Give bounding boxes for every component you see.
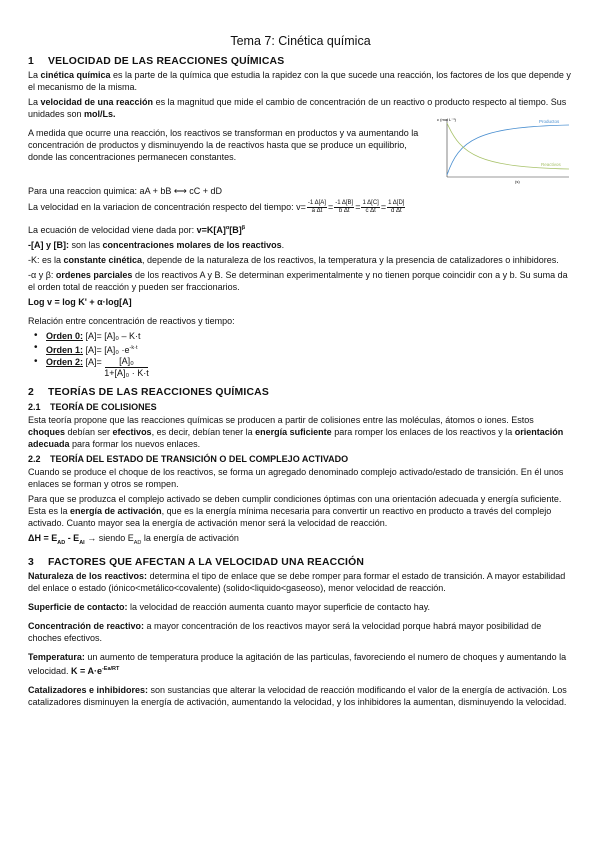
factor-temperatura: Temperatura: un aumento de temperatura produce la agitación de las particulas, favoreciendo el numero de choques y aumentando la velocidad. $K = A\cdot e^{-Ea/RT}$ — [28, 651, 567, 676]
order-1: • Orden 1: $[A]= [A]_0 \cdot e^{-k\cdot t}$ — [34, 342, 573, 356]
concentration-definition: -[A] y [B]: son las concentraciones molares de los reactivos. — [28, 240, 285, 250]
concentration-time-graph — [437, 115, 573, 185]
paragraph-cinetica: La cinética química es la parte de la química que estudia la rapidez con la que sucede una reacción, los factores de los que depende y el mecanismo de la misma. — [28, 70, 571, 92]
enthalpy-equation: $\Delta H = E_{AD} - E_{AI}$ → siendo $E_{AD}$ la energía de activación — [28, 533, 239, 546]
rate-fraction: $\frac{-1 \Delta[A]}{\text{a Δt}}$ — [307, 200, 326, 214]
reaction-equation: Para una reaccion quimica: aA + bB ⟷ cC + dD — [28, 186, 223, 196]
section-1-heading: 1 VELOCIDAD DE LAS REACCIONES QUÍMICAS — [28, 56, 285, 67]
orders-definition: -α y β: ordenes parciales de los reactivos A y B. Se determinan experimentalmente y no tienen porque coincidir con a y b. Su suma da el orden total de reacción y pueden ser fraccionarios. — [28, 270, 568, 292]
products-label: Productos — [539, 119, 560, 124]
rate-law: La ecuación de velocidad viene dada por: $v=K[A]^\alpha[B]^\beta$ — [28, 225, 246, 235]
paragraph-complejo: Cuando se produce el choque de los reactivos, se forma un agregado denominado complejo activado/estado de transición. En él unos enlaces se forman y otros se rompen. — [28, 467, 564, 489]
paragraph-colisiones: Esta teoría propone que las reacciones químicas se producen a partir de colisiones entre las moléculas, átomos o iones. Estos choques debían ser efectivos, es decir, debían tener la energía suficiente para romper los enlaces de los reactivos y la orientación adecuada para formar los nuevos enlaces. — [28, 415, 564, 449]
orders-list — [28, 330, 573, 379]
products-curve — [447, 125, 569, 175]
relation-heading: Relación entre concentración de reactivos y tiempo: — [28, 316, 235, 326]
order-2: • Orden 2: [A]= $\frac{\text{[A]₀}}{\text{1+[A]₀ · K·t}}$ — [34, 356, 573, 379]
order-0: • Orden 0: [A]= [A]₀ – K·t — [34, 330, 573, 342]
paragraph-activacion: Para que se produzca el complejo activado se deben cumplir condiciones óptimas con una orientación adecuada y energía suficiente. Esta es la energía de activación, que es la energía mínima necesaria para convertir un reactivo en producto a través del complejo activado. Cuanto mayor sea la energía de activación menor será la velocidad de reacción. — [28, 494, 562, 528]
factor-catalizadores: Catalizadores e inhibidores: son sustancias que alterar la velocidad de reacción modificando el valor de la energía de activación. Los catalizadores disminuyen la energía de activación, aumentando la velocidad, y los inhibidores la aumentan, disminuyendo la velocidad. — [28, 684, 567, 707]
log-equation: Log v = log K' + α·log[A] — [28, 297, 132, 307]
paragraph-velocidad: La velocidad de una reacción es la magnitud que mide el cambio de concentración de un reactivo o producto respecto al tiempo. Sus unidades son mol/Ls. — [28, 97, 567, 119]
rate-fraction: $\frac{-1 \Delta[B]}{\text{b Δt}}$ — [335, 200, 354, 214]
x-axis-label: (s) — [515, 179, 520, 184]
factor-concentracion: Concentración de reactivo: a mayor concentración de los reactivos mayor será la velocidad porque habrá mayor posibilidad de choches efectivos. — [28, 620, 542, 643]
constant-definition: -K: es la constante cinética, depende de la naturaleza de los reactivos, la temperatura y la presencia de catalizadores o inhibidores. — [28, 255, 559, 265]
rate-fraction: $\frac{1 \Delta[D]}{\text{d Δt}}$ — [388, 200, 405, 214]
rate-terms: $\frac{-1 \Delta[A]}{\text{a Δt}}$ = $\frac{-1 \Delta[B]}{\text{b Δt}}$ = $\frac{1 \Delta[C]}{\text{c Δt}}$ = $\frac{1 \Delta[D]}{\text{d Δt}}$ — [307, 200, 405, 214]
factor-superficie: Superficie de contacto: la velocidad de reacción aumenta cuanto mayor superficie de contacto hay. — [28, 601, 431, 612]
paragraph-equilibrio: A medida que ocurre una reacción, los reactivos se transforman en productos y va aumentando la concentración de productos y disminuyendo la de reactivos hasta que se produce un equilibrio, donde las concentraciones permanecen constantes. — [28, 128, 419, 162]
section-2-heading: 2 TEORÍAS DE LAS REACCIONES QUÍMICAS — [28, 387, 269, 398]
rate-fraction: $\frac{1 \Delta[C]}{\text{c Δt}}$ — [362, 200, 379, 214]
double-arrow-icon: ⟷ — [173, 186, 187, 196]
document-title: Tema 7: Cinética química — [230, 34, 371, 48]
rate-expression: La velocidad en la variacion de concentración respecto del tiempo: v= $\frac{-1 \Delta[A]}{\text{a Δt}}$ = $\frac{-1 \Delta[B]}{\text{b Δt}}$ = $\frac{1 \Delta[C]}{\text{c Δt}}$ = $\frac{1 \Delta[D]}{\text{d Δt}}$ — [28, 200, 405, 214]
y-axis-label: c (mol L⁻¹) — [437, 117, 456, 122]
reactants-label: Reactivos — [541, 162, 561, 167]
section-3-heading: 3 FACTORES QUE AFECTAN A LA VELOCIDAD UNA REACCIÓN — [28, 556, 365, 568]
subsection-2-2-heading: 2.2 TEORÍA DEL ESTADO DE TRANSICIÓN O DEL COMPLEJO ACTIVADO — [28, 454, 349, 464]
factor-naturaleza: Naturaleza de los reactivos: determina el tipo de enlace que se debe romper para formar el estado de transición. A mayor estabilidad del enlace o estado (iónico<metálico<covalente) (solido<liquido<gaseoso), menor velocidad de reacción. — [28, 570, 566, 593]
equilibrium-block — [28, 117, 573, 185]
subsection-2-1-heading: 2.1 TEORÍA DE COLISIONES — [28, 402, 157, 412]
